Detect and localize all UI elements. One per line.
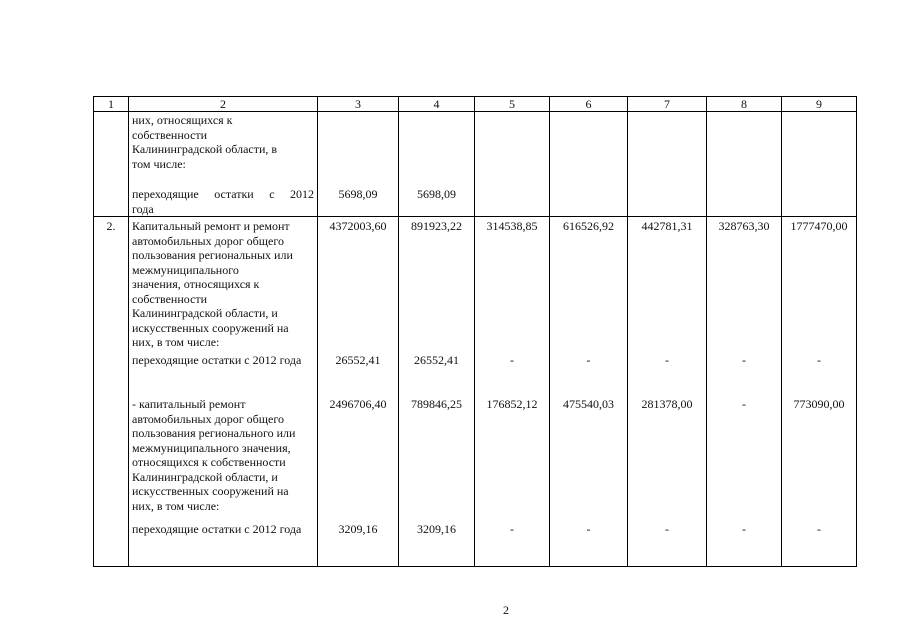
table-row [94,112,857,188]
value-cell: - [707,522,782,567]
value-cell: - [782,522,857,567]
row-description: них, относящихся к собственности Калининградской области, в том числе: [129,112,318,188]
table-row [94,217,857,354]
table-row [94,187,857,217]
value-cell: - [628,353,707,397]
table-row [94,397,857,522]
row-description: Капитальный ремонт и ремонт автомобильных дорог общего пользования региональных или межмуниципального значения, относящихся к собственности Калининградской области, и искусственных сооружений на них, в том числе: [129,217,318,354]
value-cell: 891923,22 [399,217,475,354]
value-cell: 4372003,60 [318,217,399,354]
value-cell: 773090,00 [782,397,857,522]
value-cell: 3209,16 [318,522,399,567]
header-cell: 3 [318,97,399,112]
header-cell: 4 [399,97,475,112]
value-cell: - [475,522,550,567]
header-cell: 1 [94,97,129,112]
value-cell: 1777470,00 [782,217,857,354]
value-cell: 3209,16 [399,522,475,567]
row-number: 2. [94,217,129,354]
value-cell: 616526,92 [550,217,628,354]
value-cell: 789846,25 [399,397,475,522]
value-cell: 475540,03 [550,397,628,522]
value-cell: - [707,397,782,522]
value-cell: - [550,522,628,567]
row-description: - капитальный ремонт автомобильных дорог общего пользования регионального или межмуниципального значения, относящихся к собственности Калининградской области, и искусственных сооружений на них, в том числе: [129,397,318,522]
value-cell: 5698,09 [318,187,399,217]
value-cell: - [550,353,628,397]
value-cell: - [707,353,782,397]
value-cell: 5698,09 [399,187,475,217]
row-description: переходящие остатки с 2012 года [129,353,318,397]
budget-table [93,96,857,567]
row-description: переходящие остатки с 2012 года [129,522,318,567]
page-number: 2 [503,603,509,617]
value-cell: 442781,31 [628,217,707,354]
row-description: переходящие остатки с 2012 года [129,187,318,217]
value-cell: - [475,353,550,397]
value-cell: 328763,30 [707,217,782,354]
header-cell: 8 [707,97,782,112]
header-cell: 6 [550,97,628,112]
value-cell: 314538,85 [475,217,550,354]
header-cell: 9 [782,97,857,112]
value-cell: 2496706,40 [318,397,399,522]
table-row [94,522,857,567]
header-cell: 5 [475,97,550,112]
table-row [94,353,857,397]
value-cell: 176852,12 [475,397,550,522]
value-cell: 26552,41 [318,353,399,397]
table-header-row [94,97,857,112]
header-cell: 2 [129,97,318,112]
value-cell: 281378,00 [628,397,707,522]
header-cell: 7 [628,97,707,112]
value-cell: - [628,522,707,567]
value-cell: 26552,41 [399,353,475,397]
value-cell: - [782,353,857,397]
